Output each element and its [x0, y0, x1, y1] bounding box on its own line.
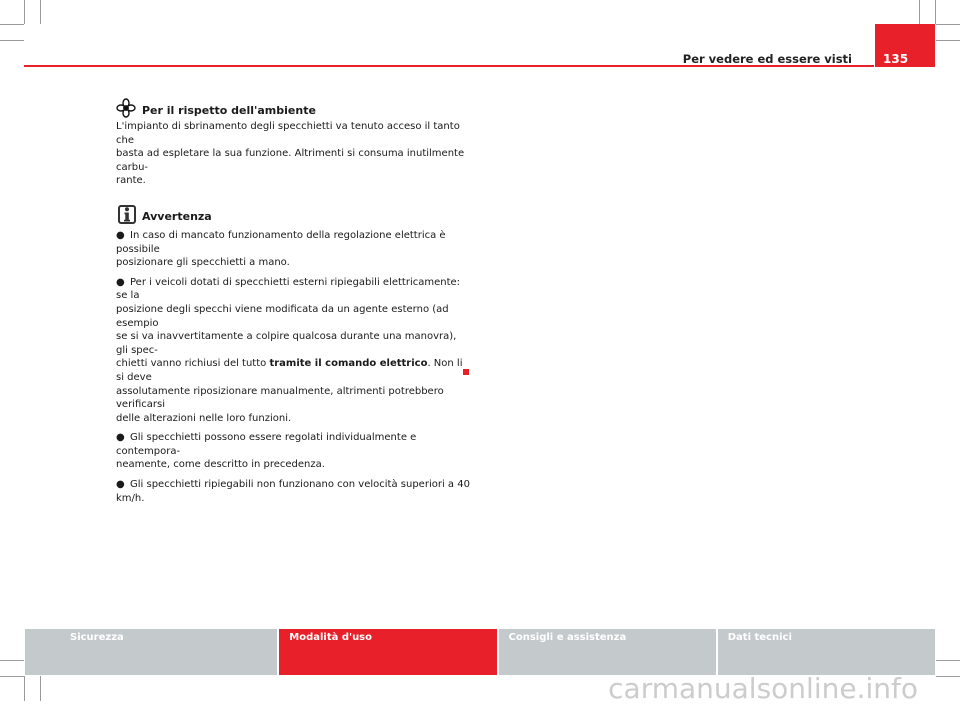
- tab-label: Consigli e assistenza: [508, 632, 627, 643]
- environment-line: rante.: [116, 175, 146, 187]
- bullet-item: [116, 229, 470, 270]
- crop-mark: [0, 40, 24, 41]
- bullet-line: Gli specchietti ripiegabili non funzionano con velocità superiori a 40: [130, 479, 470, 491]
- tab-label: Modalità d'uso: [289, 632, 373, 643]
- environment-line: L'impianto di sbrinamento degli specchietti va tenuto acceso il tanto che: [116, 121, 460, 146]
- bullet-item: [116, 478, 470, 505]
- bullet-line: se si va inavvertitamente a colpire qualcosa durante una manovra), gli spec-: [116, 331, 457, 356]
- environment-title: Per il rispetto dell'ambiente: [142, 104, 316, 118]
- bullet-dot: ●: [116, 479, 125, 491]
- bullet-text: chietti vanno richiusi del tutto: [116, 358, 270, 370]
- bullet-item: [116, 431, 470, 472]
- tab-label: Sicurezza: [70, 632, 124, 643]
- page-title: Per vedere ed essere visti: [682, 52, 852, 66]
- bullet-line: Per i veicoli dotati di specchietti esterni ripiegabili elettricamente: se la: [116, 276, 461, 302]
- crop-mark: [0, 660, 24, 661]
- bullet-line: In caso di mancato funzionamento della regolazione elettrica è possibile: [116, 229, 446, 255]
- bullet-dot: ●: [116, 276, 125, 288]
- bullet-dot: ●: [116, 229, 125, 241]
- crop-mark: [936, 676, 960, 677]
- bullet-line: assolutamente riposizionare manualmente, altrimenti potrebbero verificarsi: [116, 385, 444, 411]
- flower-icon: [116, 98, 136, 118]
- tab-consigli-e-assistenza[interactable]: [499, 629, 716, 675]
- section-end-marker: [463, 369, 469, 375]
- bold-term: tramite il comando elettrico: [269, 358, 428, 370]
- crop-mark: [40, 676, 41, 701]
- crop-mark: [936, 40, 960, 41]
- crop-mark: [935, 0, 936, 24]
- tab-sicurezza[interactable]: [25, 629, 277, 675]
- bullet-line: delle alterazioni nelle loro funzioni.: [116, 412, 292, 424]
- crop-mark: [936, 660, 960, 661]
- crop-mark: [24, 676, 25, 701]
- bullet-line: Gli specchietti possono essere regolati individualmente e contempora-: [116, 432, 417, 457]
- tab-label: Dati tecnici: [727, 632, 792, 643]
- crop-mark: [936, 24, 960, 25]
- information-icon: [118, 205, 136, 224]
- bullet-text: . Non li si deve: [116, 358, 463, 383]
- tab-dati-tecnici[interactable]: [718, 629, 935, 675]
- bullet-line: neamente, come descritto in precedenza.: [116, 459, 325, 471]
- crop-mark: [24, 0, 25, 24]
- watermark: carmanualsonline.info: [608, 672, 918, 705]
- tab-modalita-duso[interactable]: [279, 629, 496, 675]
- crop-mark: [0, 676, 24, 677]
- page-number: 135: [883, 52, 909, 66]
- bullet-line: posizione degli specchi viene modificata da un agente esterno (ad esempio: [116, 303, 449, 329]
- notice-heading: [116, 205, 470, 224]
- main-content: [116, 98, 470, 511]
- bullet-line: [116, 357, 470, 384]
- footer-tabs: [25, 629, 935, 675]
- bullet-item: [116, 276, 470, 426]
- environment-heading: [116, 98, 470, 118]
- bullet-line: km/h.: [116, 492, 145, 504]
- environment-line: basta ad espletare la sua funzione. Altrimenti si consuma inutilmente carbu-: [116, 148, 465, 173]
- crop-mark: [0, 24, 24, 25]
- bullet-line: posizionare gli specchietti a mano.: [116, 257, 290, 269]
- crop-mark: [40, 0, 41, 24]
- crop-mark: [919, 0, 920, 24]
- notice-title: Avvertenza: [142, 210, 212, 224]
- bullet-dot: ●: [116, 432, 125, 444]
